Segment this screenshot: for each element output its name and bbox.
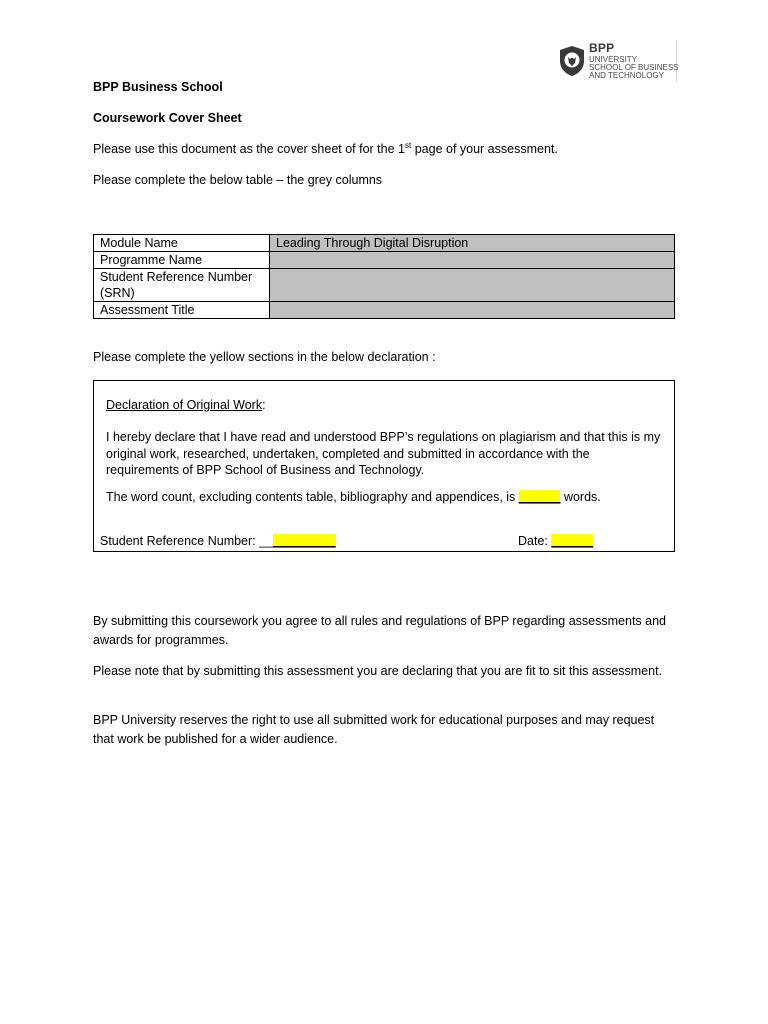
srn-declaration-field[interactable]: _________ (273, 534, 336, 548)
intro-line-2: Please complete the below table – the grey columns (93, 173, 383, 187)
srn-label: Student Reference Number (SRN) (94, 269, 270, 302)
date-line (518, 534, 593, 548)
assessment-title-label: Assessment Title (94, 302, 270, 319)
page-title: Coursework Cover Sheet (93, 111, 242, 125)
module-name-field[interactable]: Leading Through Digital Disruption (270, 235, 675, 252)
word-count-suffix: words. (560, 490, 601, 504)
logo-brand: BPP (589, 41, 615, 55)
srn-field[interactable] (270, 269, 675, 302)
declaration-box (93, 380, 675, 552)
module-info-table (93, 234, 675, 319)
word-count-text: The word count, excluding contents table, bibliography and appendices, is (106, 490, 519, 504)
fitness-paragraph: Please note that by submitting this assessment you are declaring that you are fit to sit this assessment. (93, 664, 663, 678)
programme-name-field[interactable] (270, 252, 675, 269)
school-name: BPP Business School (93, 80, 223, 94)
declaration-body: I hereby declare that I have read and understood BPP’s regulations on plagiarism and that this is my original work, researched, undertaken, completed and submitted in accordance with the requirements of BPP School of Business and Technology. (106, 430, 661, 477)
rights-paragraph: BPP University reserves the right to use all submitted work for educational purposes and may request that work be published for a wider audience. (93, 713, 655, 746)
date-field[interactable]: ______ (551, 534, 594, 548)
declaration-heading-colon: : (262, 398, 266, 412)
declaration-heading (106, 398, 266, 412)
table-row (94, 269, 675, 302)
table-row (94, 235, 675, 252)
lion-shield-icon (558, 45, 586, 77)
terms-paragraph: By submitting this coursework you agree to all rules and regulations of BPP regarding assessments and awards for programmes. (93, 614, 666, 647)
intro-line-1-text: Please use this document as the cover sheet of for the 1 (93, 142, 405, 156)
intro-line-1-rest: page of your assessment. (411, 142, 558, 156)
word-count-line (106, 490, 601, 504)
table-row (94, 252, 675, 269)
logo-line-3: AND TECHNOLOGY (589, 71, 664, 80)
bpp-logo (558, 40, 677, 82)
word-count-field[interactable]: ______ (518, 490, 561, 504)
srn-declaration-label: Student Reference Number: __ (100, 534, 274, 548)
programme-name-label: Programme Name (94, 252, 270, 269)
table-row (94, 302, 675, 319)
logo-line-2: SCHOOL OF BUSINESS (589, 63, 679, 72)
logo-line-1: UNIVERSITY (589, 55, 638, 64)
srn-line (100, 534, 336, 548)
assessment-title-field[interactable] (270, 302, 675, 319)
intro-line-1 (93, 142, 558, 156)
module-name-label: Module Name (94, 235, 270, 252)
date-label: Date: (518, 534, 552, 548)
declaration-instruction: Please complete the yellow sections in the below declaration : (93, 350, 436, 364)
intro-line-1-sup: st (405, 140, 412, 150)
declaration-heading-text: Declaration of Original Work (106, 398, 263, 412)
